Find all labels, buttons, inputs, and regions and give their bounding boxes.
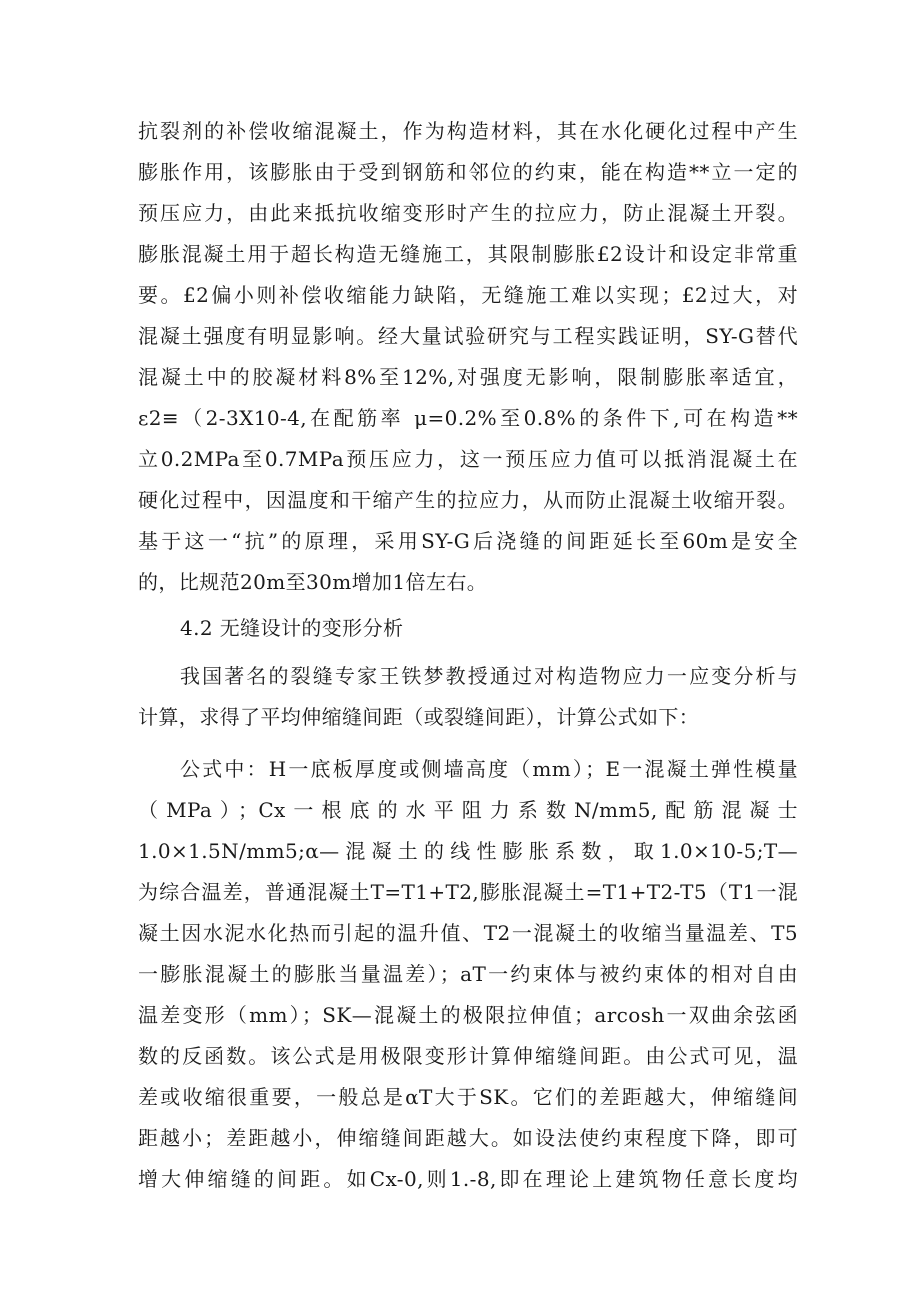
body-text-line: 混凝土中的胶凝材料8%至12%,对强度无影响，限制膨胀率适宜，: [138, 365, 798, 389]
body-text-line: 一膨胀混凝土的膨胀当量温差）；aT一约束体与被约束体的相对自由: [138, 962, 798, 986]
body-text-line: 膨胀混凝土用于超长构造无缝施工，其限制膨胀£2设计和设定非常重: [138, 242, 798, 266]
body-text-line: 混凝土强度有明显影响。经大量试验研究与工程实践证明，SY-G替代: [138, 324, 798, 348]
body-text-line: 差或收缩很重要，一般总是αT大于SK。它们的差距越大，伸缩缝间: [138, 1085, 798, 1109]
body-text-line: 膨胀作用，该膨胀由于受到钢筋和邻位的约束，能在构造**立一定的: [138, 160, 798, 184]
body-text-line: 公式中：H一底板厚度或侧墙高度（mm）；E一混凝土弹性模量: [180, 757, 798, 781]
body-text-line: （MPa）；Cx一根底的水平阻力系数N/mm5,配筋混凝士: [138, 798, 798, 822]
body-text-line: 要。£2偏小则补偿收缩能力缺陷，无缝施工难以实现；£2过大，对: [138, 283, 798, 307]
body-text-line: ε2≡（2-3X10-4,在配筋率 μ=0.2%至0.8%的条件下,可在构造**: [138, 406, 798, 430]
body-text-line: 硬化过程中，因温度和干缩产生的拉应力，从而防止混凝土收缩开裂。: [138, 488, 798, 512]
body-text-line: 立0.2MPa至0.7MPa预压应力，这一预压应力值可以抵消混凝土在: [138, 447, 798, 471]
body-text-line: 计算，求得了平均伸缩缝间距（或裂缝间距），计算公式如下：: [138, 705, 700, 729]
body-text-line: 数的反函数。该公式是用极限变形计算伸缩缝间距。由公式可见，温: [138, 1044, 798, 1068]
body-text-line: 为综合温差，普通混凝土T=T1+T2,膨胀混凝土=T1+T2-T5（T1一混: [138, 880, 798, 904]
body-text-line: 距越小；差距越小，伸缩缝间距越大。如设法使约束程度下降，即可: [138, 1126, 798, 1150]
body-text-line: 抗裂剂的补偿收缩混凝土，作为构造材料，其在水化硬化过程中产生: [138, 119, 798, 143]
body-text-line: 增大伸缩缝的间距。如Cx-0,则1.-8,即在理论上建筑物任意长度均: [138, 1167, 798, 1191]
body-text-line: 1.0×1.5N/mm5;α—混凝土的线性膨胀系数，取1.0×10-5;T—: [138, 839, 798, 863]
section-heading: 4.2 无缝设计的变形分析: [180, 616, 404, 640]
body-text-line: 的，比规范20m至30m增加1倍左右。: [138, 570, 488, 594]
body-text-line: 我国著名的裂缝专家王铁梦教授通过对构造物应力一应变分析与: [180, 664, 798, 688]
body-text-line: 预压应力，由此来抵抗收缩变形时产生的拉应力，防止混凝土开裂。: [138, 201, 798, 225]
body-text-line: 基于这一“抗”的原理，采用SY-G后浇缝的间距延长至60m是安全: [138, 529, 798, 553]
body-text-line: 温差变形（mm）；SK—混凝土的极限拉伸值；arcosh一双曲余弦函: [138, 1003, 798, 1027]
body-text-line: 凝土因水泥水化热而引起的温升值、T2一混凝土的收缩当量温差、T5: [138, 921, 798, 945]
